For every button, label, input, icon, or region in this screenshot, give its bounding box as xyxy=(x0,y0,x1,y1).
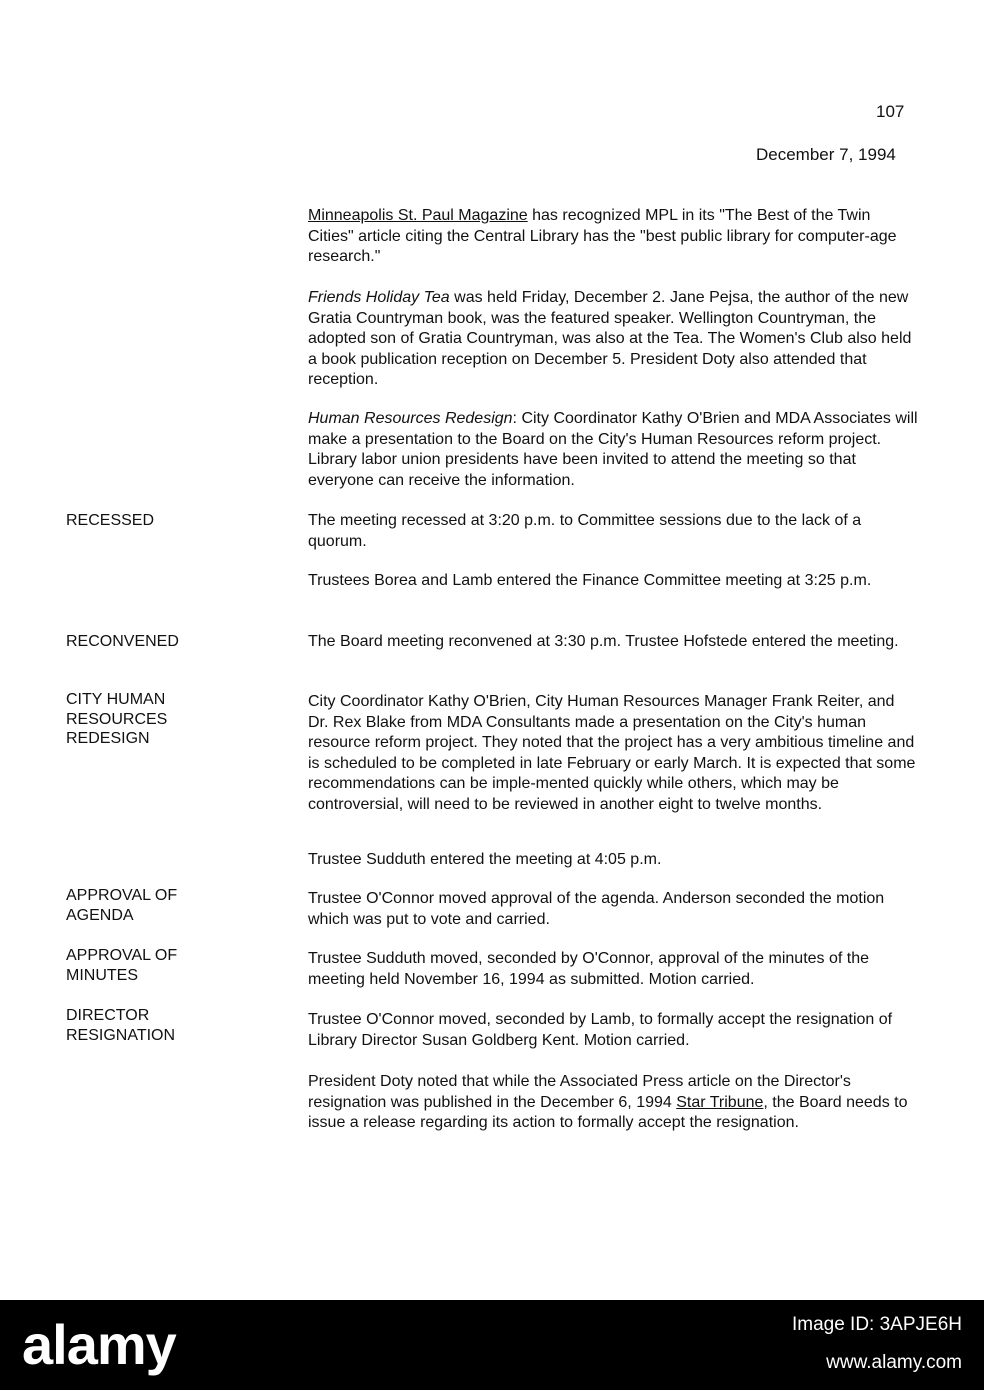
watermark-footer xyxy=(0,1300,984,1390)
margin-label-agenda xyxy=(66,886,276,925)
newspaper-title: Star Tribune xyxy=(676,1093,764,1111)
event-title: Friends Holiday Tea xyxy=(308,289,450,306)
paragraph-hr-redesign xyxy=(308,409,918,491)
paragraph-magazine xyxy=(308,206,918,268)
paragraph-text: has recognized MPL in its "The Best of the Twin Cities" article citing the Central Library has the "best public library for computer-age research." xyxy=(308,207,897,265)
minutes-hr-redesign: City Coordinator Kathy O'Brien, City Human Resources Manager Frank Reiter, and Dr. Rex Blake from MDA Consultants made a presentation on the City's human resource reform project. They noted that the project has a very ambitious timeline and is scheduled to be completed in late February or early March. It is expected that some recommendations can be imple-mented quickly while others, which may be controversial, will need to be reviewed in another eight to twelve months. xyxy=(308,693,916,813)
paragraph-text: was held Friday, December 2. Jane Pejsa, the author of the new Gratia Countryman book, was the featured speaker. Wellington Countryman, the adopted son of Gratia Countryman, was also at the Tea. The Women's Club also held a book publication reception on December 5. President Doty also attended that reception. xyxy=(308,289,912,388)
label-line: APPROVAL OF xyxy=(66,887,178,904)
label-line: DIRECTOR xyxy=(66,1007,150,1024)
label-line: RESIGNATION xyxy=(66,1026,176,1044)
minutes-sudduth-entered: Trustee Sudduth entered the meeting at 4:05 p.m. xyxy=(308,851,662,868)
document-date: December 7, 1994 xyxy=(756,145,896,164)
margin-label-reconvened xyxy=(66,632,276,652)
label-line: AGENDA xyxy=(66,906,134,924)
minutes-recessed: The meeting recessed at 3:20 p.m. to Committee sessions due to the lack of a quorum. xyxy=(308,512,862,550)
minutes-reconvened: The Board meeting reconvened at 3:30 p.m. Trustee Hofstede entered the meeting. xyxy=(308,633,899,650)
label-line: RESOURCES xyxy=(66,710,168,728)
minutes-director-resignation: Trustee O'Connor moved, seconded by Lamb, to formally accept the resignation of Library Director Susan Goldberg Kent. Motion carried. xyxy=(308,1011,893,1049)
magazine-title: Minneapolis St. Paul Magazine xyxy=(308,207,528,224)
label-line: APPROVAL OF xyxy=(66,947,178,964)
margin-label-director-resignation xyxy=(66,1006,276,1045)
paragraph-text: : City Coordinator Kathy O'Brien and MDA Associates will make a presentation to the Board on the City's Human Resources reform project. Library labor union presidents have been invited to attend the meeting so that everyone can receive the information. xyxy=(308,410,918,489)
label-line: CITY HUMAN xyxy=(66,691,166,708)
paragraph-holiday-tea xyxy=(308,288,918,391)
page-number: 107 xyxy=(876,102,905,121)
minutes-finance-committee: Trustees Borea and Lamb entered the Finance Committee meeting at 3:25 p.m. xyxy=(308,572,872,589)
margin-label-minutes xyxy=(66,946,276,985)
site-url: www.alamy.com xyxy=(826,1352,962,1373)
minutes-approval-minutes: Trustee Sudduth moved, seconded by O'Connor, approval of the minutes of the meeting held November 16, 1994 as submitted. Motion carried. xyxy=(308,950,870,988)
closing-text: President Doty noted that while the Associated Press article on the Director's resignation was published in the December 6, 1994 xyxy=(308,1073,851,1111)
label-line: RECESSED xyxy=(66,512,155,529)
label-line: MINUTES xyxy=(66,966,138,984)
image-id: Image ID: 3APJE6H xyxy=(791,1314,962,1335)
topic-title: Human Resources Redesign xyxy=(308,410,513,427)
minutes-approval-agenda: Trustee O'Connor moved approval of the agenda. Anderson seconded the motion which was put to vote and carried. xyxy=(308,890,885,928)
margin-label-hr-redesign xyxy=(66,690,276,749)
paragraph-closing xyxy=(308,1072,918,1134)
label-line: REDESIGN xyxy=(66,730,150,747)
margin-label-recessed xyxy=(66,511,276,531)
closing-text: , the Board needs to issue a release regarding its action to formally accept the resignation. xyxy=(308,1093,908,1131)
label-line: RECONVENED xyxy=(66,633,179,650)
brand-logo: alamy xyxy=(22,1313,176,1376)
